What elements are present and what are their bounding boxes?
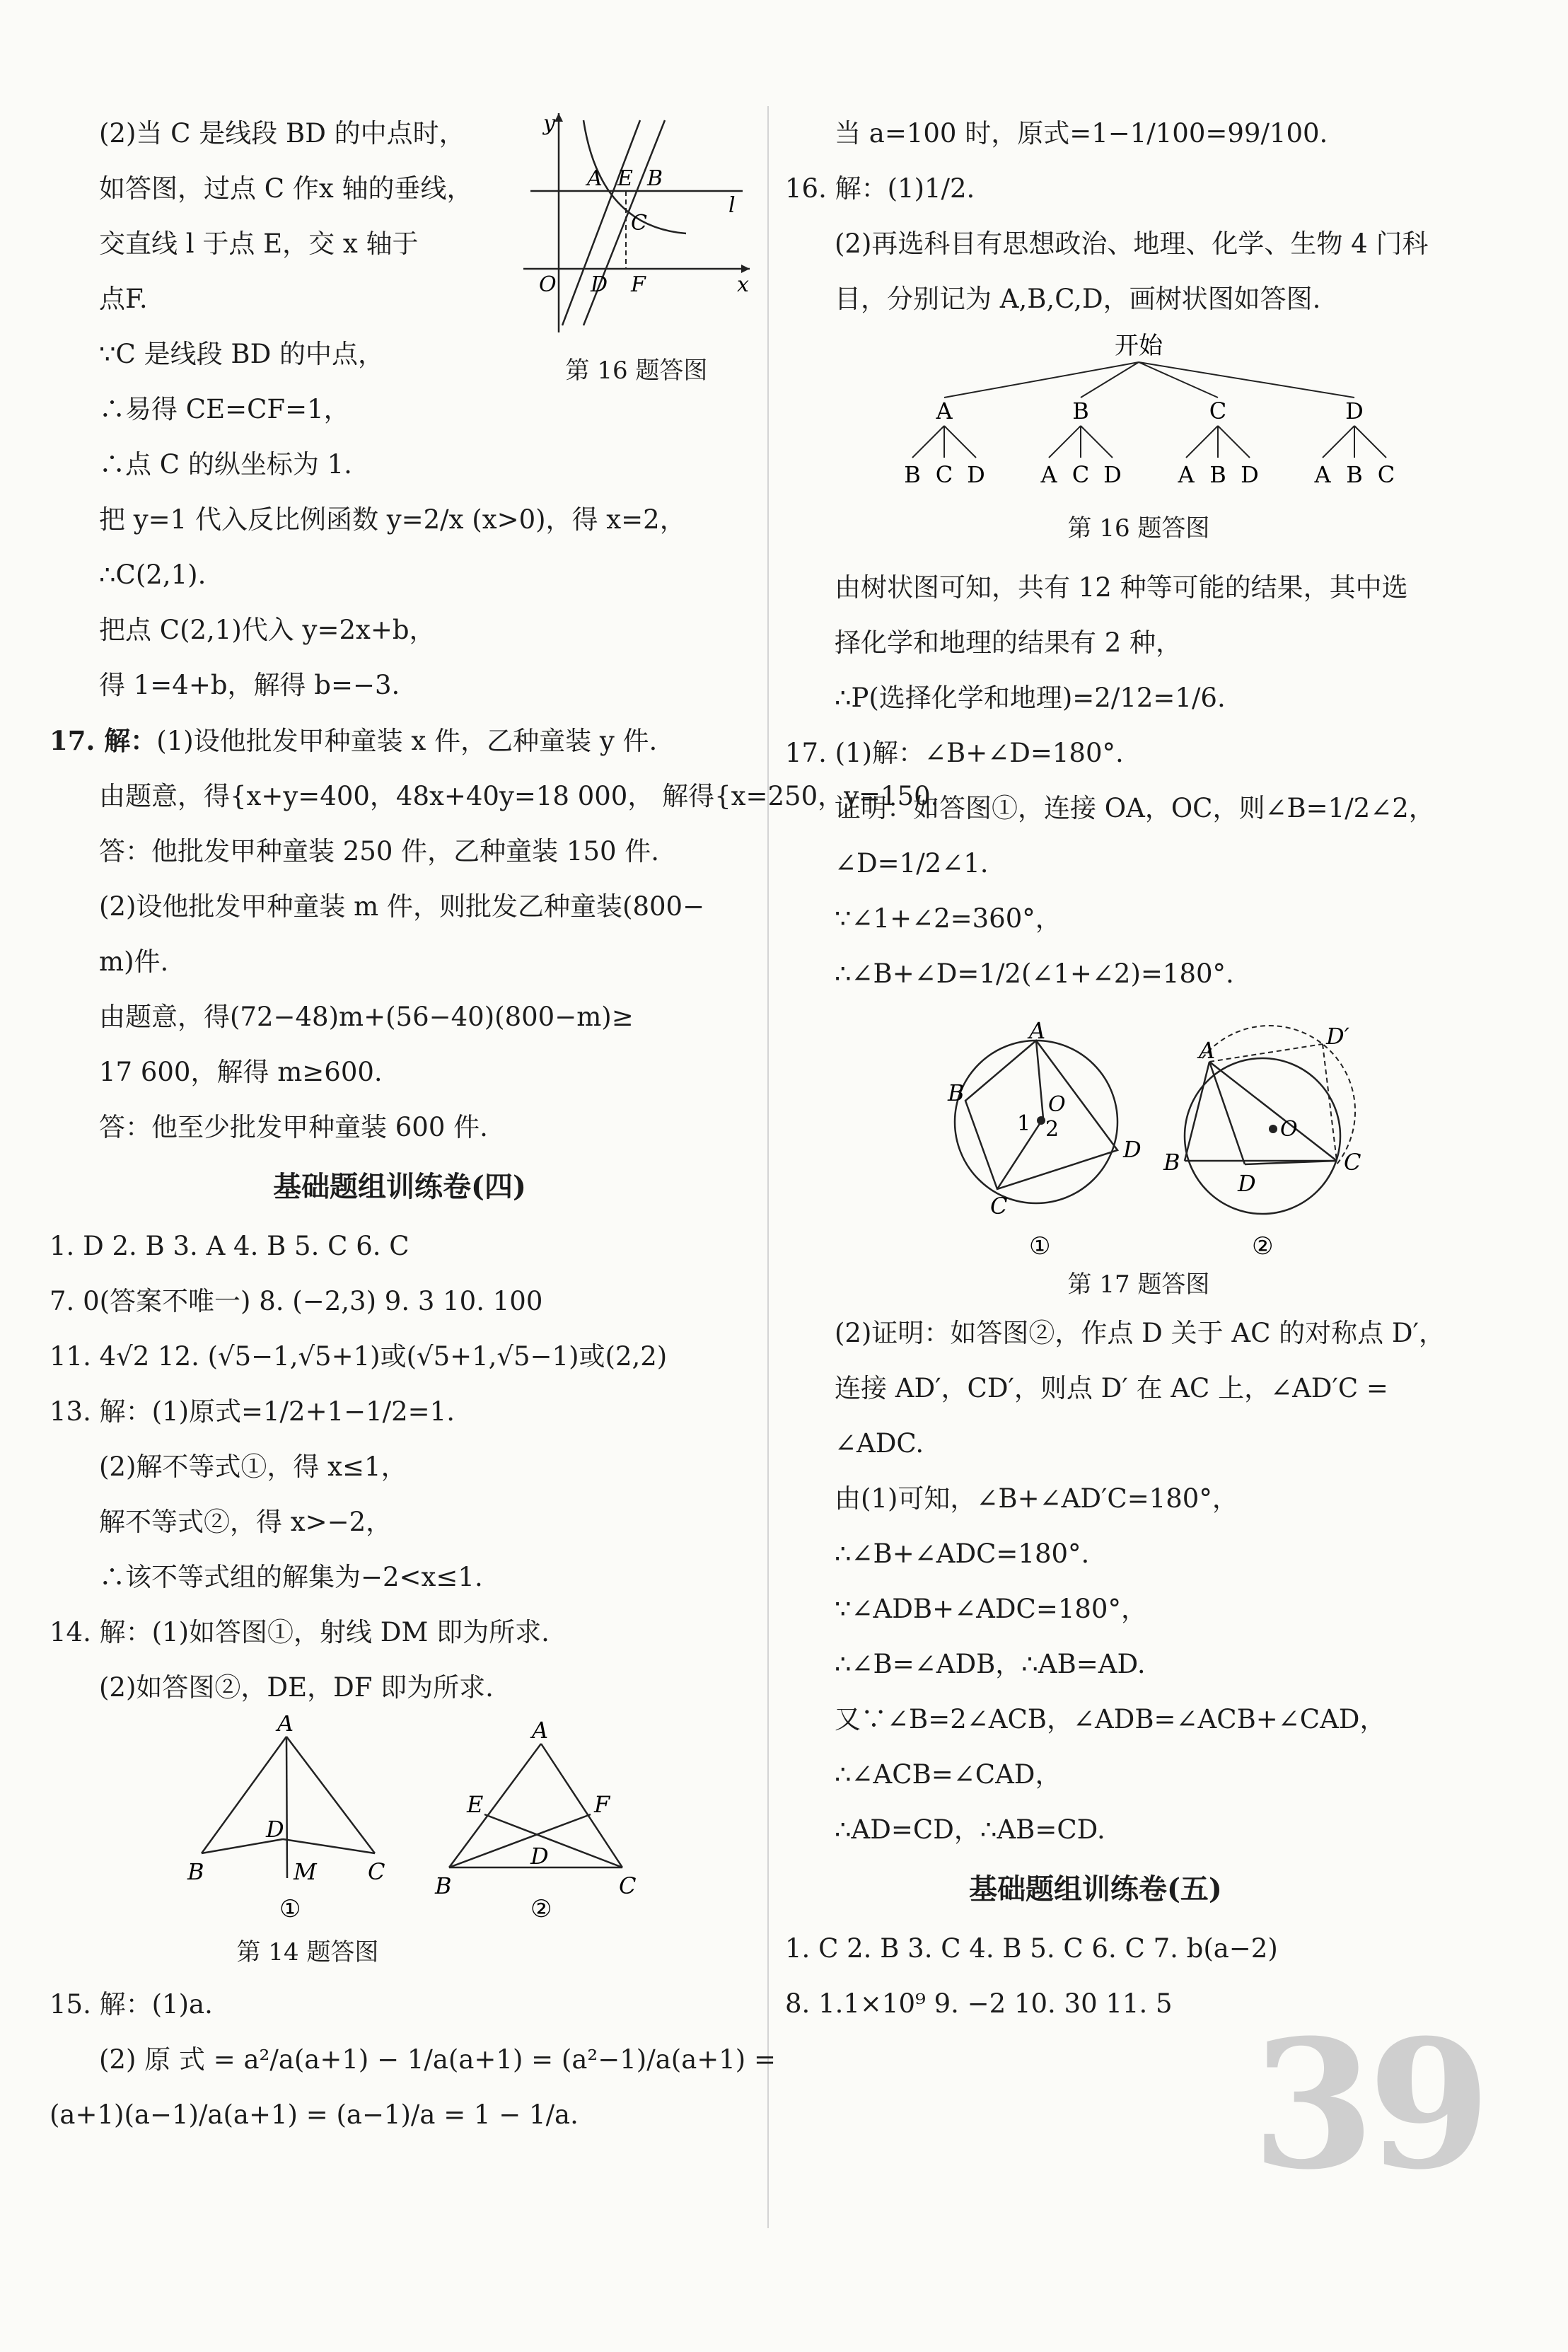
tree-leaf: A: [1040, 461, 1057, 488]
q17-part2-line: ∴∠B+∠ADC=180°.: [835, 1539, 1090, 1569]
q16-line: ∴易得 CE=CF=1，: [99, 394, 350, 424]
fig14-label: B: [187, 1858, 204, 1885]
tree-leaf: C: [935, 461, 953, 488]
q17-part2-line: ∴∠ACB=∠CAD，: [835, 1759, 1062, 1790]
fig14: [50, 1715, 750, 1977]
fig14-label: ①: [279, 1895, 301, 1923]
tree-caption: 第 16 题答图: [1067, 514, 1210, 543]
answers4-line: 1. D 2. B 3. A 4. B 5. C 6. C: [50, 1231, 410, 1261]
q17-number: 17. 解：: [50, 725, 157, 756]
q13-line: 解不等式②，得 x>−2，: [99, 1507, 393, 1537]
fig14-label: F: [594, 1791, 610, 1818]
fig17-label: ②: [1252, 1232, 1274, 1261]
tree-diagram: [785, 327, 1535, 560]
q15-line: 15. 解：(1)a.: [50, 1989, 213, 2020]
fig14-label: C: [619, 1872, 637, 1899]
tree-branch-c: [1177, 398, 1258, 488]
column-divider: [767, 106, 769, 2228]
tree-leaf: A: [1314, 461, 1331, 488]
fig16-label: E: [617, 166, 633, 191]
tree-branch-a: [904, 398, 985, 488]
q13-line: (2)解不等式①，得 x≤1，: [99, 1452, 407, 1482]
fig14-label: A: [532, 1717, 549, 1744]
q17-line: (1)设他批发甲种童装 x 件，乙种童装 y 件.: [156, 726, 658, 756]
answers4-line: 7. 0(答案不唯一) 8. (−2,3) 9. 3 10. 100: [50, 1286, 543, 1316]
section5-title: 基础题组训练卷(五): [969, 1872, 1222, 1906]
q17-line: ∠D=1/2∠1.: [835, 848, 989, 879]
q16-line: ∵C 是线段 BD 的中点，: [99, 339, 384, 369]
q17-line: 证明：如答图①，连接 OA，OC，则∠B=1/2∠2，: [835, 793, 1435, 823]
fig14-label: ②: [530, 1895, 552, 1923]
fig14-caption: 第 14 题答图: [236, 1938, 379, 1966]
q17-line: 由题意，得(72−48)m+(56−40)(800−m)≥: [99, 1002, 634, 1032]
fig17-label: ①: [1029, 1232, 1051, 1261]
q16-line: 把点 C(2,1)代入 y=2x+b，: [99, 615, 436, 645]
fig17-label: D: [1123, 1136, 1142, 1163]
fig16-label: C: [631, 211, 647, 236]
q16-line: 交直线 l 于点 E，交 x 轴于: [99, 228, 419, 259]
q16-line: 目，分别记为 A,B,C,D，画树状图如答图.: [835, 284, 1321, 314]
tree-leaf: D: [967, 461, 985, 488]
q15-line: (2) 原 式 = a²/a(a+1) − 1/a(a+1) = (a²−1)/a(a+1) =: [99, 2044, 776, 2075]
q16-rest-line: 由树状图可知，共有 12 种等可能的结果，其中选: [835, 572, 1408, 603]
fig17-label: 1: [1017, 1111, 1031, 1136]
q16-rest-line: 择化学和地理的结果有 2 种，: [835, 627, 1183, 658]
fig14-label: M: [294, 1858, 317, 1885]
q17-line: 答：他批发甲种童装 250 件，乙种童装 150 件.: [99, 836, 660, 867]
q17-line: ∵∠1+∠2=360°，: [835, 903, 1062, 934]
fig17-label: A: [1199, 1037, 1216, 1064]
tree-root: 开始: [1115, 332, 1163, 360]
fig16-label: O: [539, 272, 557, 297]
tree-leaf: B: [1346, 461, 1363, 488]
fig17-label: D: [1238, 1170, 1256, 1197]
tree-leaf: D: [1103, 461, 1122, 488]
q16-line: (2)当 C 是线段 BD 的中点时，: [99, 118, 465, 149]
fig16-caption: 第 16 题答图: [565, 357, 708, 385]
q17-line: (2)设他批发甲种童装 m 件，则批发乙种童装(800−: [99, 891, 705, 922]
fig17: [785, 1002, 1535, 1306]
q17-line: ∴∠B+∠D=1/2(∠1+∠2)=180°.: [835, 958, 1234, 989]
fig17-label: O: [1280, 1117, 1298, 1142]
tree-leaf: B: [904, 461, 921, 488]
fig17-label: B: [1163, 1149, 1180, 1176]
section4-title: 基础题组训练卷(四): [273, 1170, 526, 1203]
q16-line: 把 y=1 代入反比例函数 y=2/x (x>0)，得 x=2，: [99, 504, 686, 535]
fig17-label: C: [990, 1193, 1008, 1220]
fig16-label: D: [591, 272, 608, 297]
q17-part2-line: ∴∠B=∠ADB，∴AB=AD.: [835, 1649, 1146, 1679]
q17-part2-line: ∵∠ADB+∠ADC=180°，: [835, 1594, 1147, 1624]
q17-line: 答：他至少批发甲种童装 600 件.: [99, 1112, 488, 1142]
tree-node: A: [936, 398, 953, 424]
fig16-label: l: [728, 193, 736, 218]
q14-line: (2)如答图②，DE，DF 即为所求.: [99, 1672, 494, 1703]
fig16-label: y: [543, 111, 555, 136]
q13-line: 13. 解：(1)原式=1/2+1−1/2=1.: [50, 1396, 455, 1427]
fig16-label: A: [587, 166, 603, 191]
tree-leaf: D: [1241, 461, 1259, 488]
tree-node: D: [1345, 398, 1364, 424]
fig14-label: D: [530, 1843, 549, 1870]
q13-line: ∴该不等式组的解集为−2<x≤1.: [99, 1562, 483, 1592]
fig17-label: D′: [1326, 1023, 1349, 1050]
fig17-label: B: [948, 1079, 965, 1106]
fig16-label: B: [647, 166, 663, 191]
q16-rest-line: ∴P(选择化学和地理)=2/12=1/6.: [835, 683, 1226, 713]
fig17-label: 2: [1045, 1117, 1059, 1142]
tree-leaf: B: [1209, 461, 1226, 488]
fig14-label: B: [435, 1872, 452, 1899]
tree-node: B: [1072, 398, 1089, 424]
fig17-label: O: [1048, 1092, 1066, 1117]
fig14-label: E: [467, 1791, 484, 1818]
q17-line: 17. (1)解：∠B+∠D=180°.: [785, 738, 1124, 768]
q17-heading: [50, 713, 750, 769]
q17-line: 由题意，得{x+y=400，48x+40y=18 000， 解得{x=250，y=150.: [99, 781, 939, 811]
fig17-caption: 第 17 题答图: [1067, 1270, 1210, 1299]
q16-line: 16. 解：(1)1/2.: [785, 173, 975, 204]
q17-line: m)件.: [99, 946, 169, 977]
q17-part2-line: 又∵∠B=2∠ACB，∠ADB=∠ACB+∠CAD，: [835, 1704, 1386, 1734]
q17-part2-line: 由(1)可知，∠B+∠AD′C=180°，: [835, 1483, 1238, 1514]
fig14-label: D: [266, 1816, 284, 1843]
q17-part2-line: (2)证明：如答图②，作点 D 关于 AC 的对称点 D′，: [835, 1318, 1445, 1348]
q16-line: (2)再选科目有思想政治、地理、化学、生物 4 门科: [835, 228, 1429, 259]
fig16-label: x: [737, 272, 749, 297]
q17-part2-line: 连接 AD′，CD′，则点 D′ 在 AC 上，∠AD′C =: [835, 1373, 1388, 1403]
q16-part2-block: [50, 106, 750, 713]
fig17-label: A: [1029, 1017, 1046, 1044]
q16-line: ∴C(2,1).: [99, 560, 207, 590]
q16-line: 点F.: [99, 284, 148, 314]
q16-line: 得 1=4+b，解得 b=−3.: [99, 670, 400, 700]
tree-leaf: A: [1178, 461, 1195, 488]
page-number: 39: [1252, 2000, 1484, 2208]
answers4-line: 11. 4√2 12. (√5−1,√5+1)或(√5+1,√5−1)或(2,2): [50, 1341, 668, 1372]
tree-node: C: [1209, 398, 1227, 424]
q16-line: 如答图，过点 C 作x 轴的垂线，: [99, 173, 473, 204]
q17-part2-line: ∠ADC.: [835, 1428, 924, 1459]
q14-line: 14. 解：(1)如答图①，射线 DM 即为所求.: [50, 1617, 550, 1647]
q15-end: 当 a=100 时，原式=1−1/100=99/100.: [835, 118, 1328, 149]
tree-branch-d: [1313, 398, 1395, 488]
fig14-label: A: [277, 1715, 294, 1737]
tree-leaf: C: [1072, 461, 1090, 488]
answers5-line: 1. C 2. B 3. C 4. B 5. C 6. C 7. b(a−2): [785, 1933, 1278, 1964]
right-column: [785, 106, 1535, 2032]
answers5-line: 8. 1.1×10⁹ 9. −2 10. 30 11. 5: [785, 1988, 1173, 2019]
q17-part2-line: ∴AD=CD，∴AB=CD.: [835, 1814, 1105, 1845]
fig16-graph: [516, 106, 757, 385]
tree-branch-b: [1040, 398, 1121, 488]
fig17-label: C: [1344, 1149, 1361, 1176]
q15-line: (a+1)(a−1)/a(a+1) = (a−1)/a = 1 − 1/a.: [50, 2099, 579, 2130]
q16-line: ∴点 C 的纵坐标为 1.: [99, 449, 352, 480]
fig14-label: C: [368, 1858, 385, 1885]
q17-line: 17 600，解得 m≥600.: [99, 1057, 383, 1087]
tree-leaf: C: [1377, 461, 1395, 488]
fig16-label: F: [631, 272, 646, 297]
